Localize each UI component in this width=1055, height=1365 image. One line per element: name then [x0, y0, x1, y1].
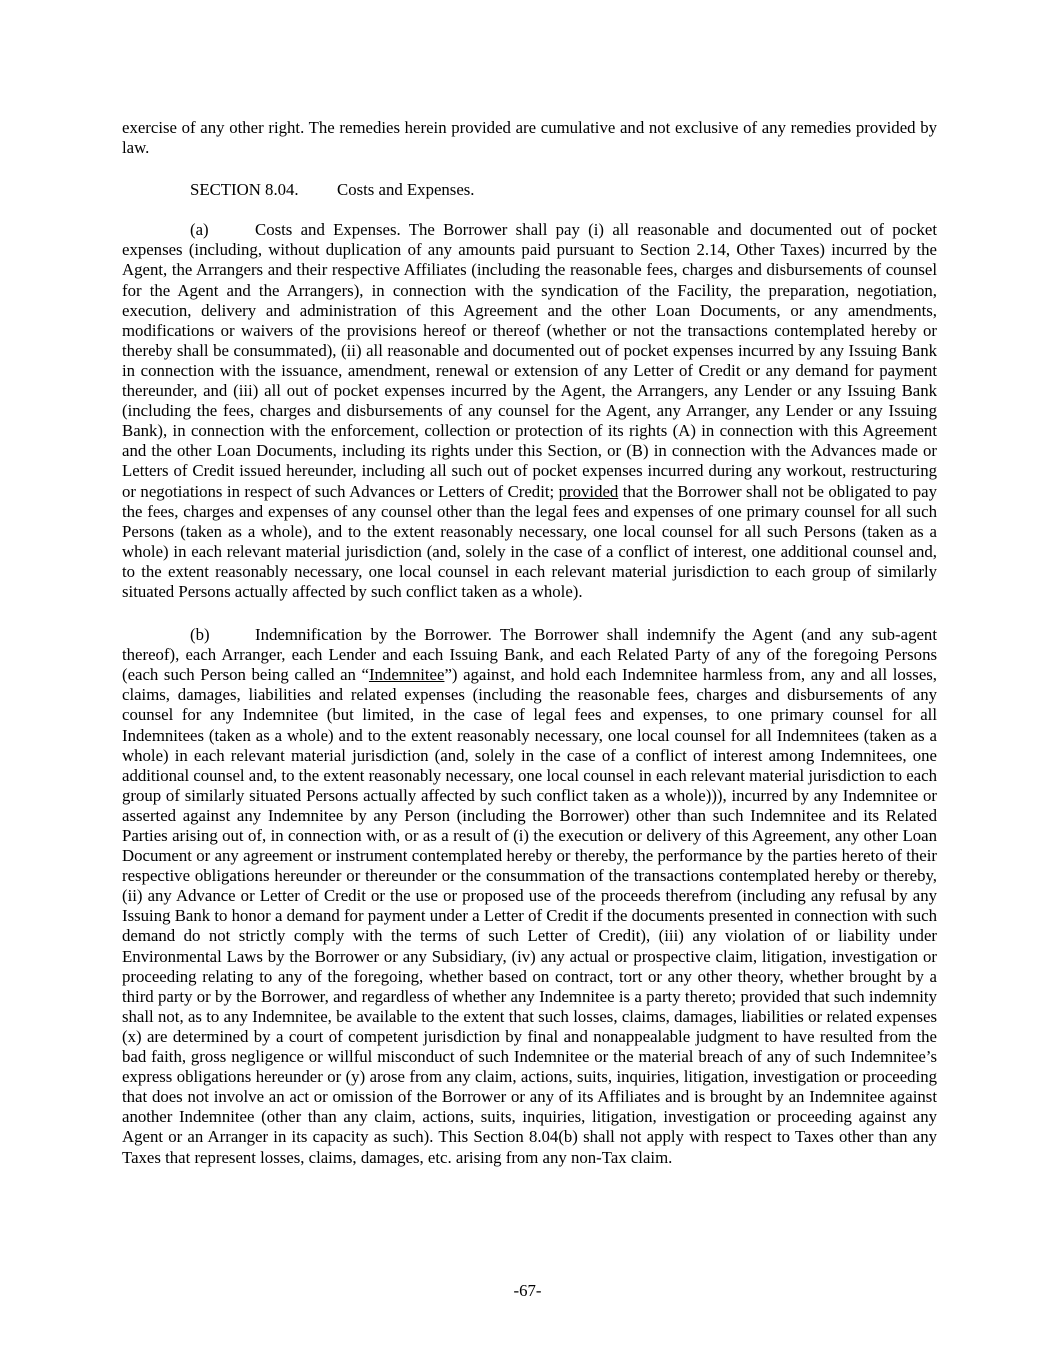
document-content: [122, 118, 937, 1168]
paragraph-b-label: (b): [190, 625, 210, 645]
paragraph-continuation: exercise of any other right. The remedies herein provided are cumulative and not exclusive of any remedies provided by law.: [122, 118, 937, 158]
paragraph-a-body: Costs and Expenses. The Borrower shall pay (i) all reasonable and documented out of pocket expenses (including, without duplication of any amounts paid pursuant to Section 2.14, Other Taxes) incurred by the Agent, the Arrangers and their respective Affiliates (including the reasonable fees, charges and disbursements of counsel for the Agent and the Arrangers), in connection with the syndication of the Facility, the preparation, negotiation, execution, delivery and administration of this Agreement and the other Loan Documents, or any amendments, modifications or waivers of the provisions hereof or thereof (whether or not the transactions contemplated hereby or thereby shall be consummated), (ii) all reasonable and documented out of pocket expenses incurred by any Issuing Bank in connection with the issuance, amendment, renewal or extension of any Letter of Credit or any demand for payment thereunder, and (iii) all out of pocket expenses incurred by the Agent, the Arrangers, any Lender or any Issuing Bank (including the fees, charges and disbursements of any counsel for the Agent, any Arranger, any Lender or any Issuing Bank), in connection with the enforcement, collection or protection of its rights (A) in connection with this Agreement and the other Loan Documents, including its rights under this Section, or (B) in connection with the Advances made or Letters of Credit issued hereunder, including all such out of pocket expenses incurred during any workout, restructuring or negotiations in respect of such Advances or Letters of Credit; provided that the Borrower shall not be obligated to pay the fees, charges and expenses of any counsel other than the legal fees and expenses of one primary counsel for all such Persons (taken as a whole), and to the extent reasonably necessary, one local counsel for all such Persons (taken as a whole) in each relevant material jurisdiction (and, solely in the case of a conflict of interest, one additional counsel and, to the extent reasonably necessary, one local counsel in each relevant material jurisdiction to each group of similarly situated Persons actually affected by such conflict taken as a whole).: [122, 220, 937, 601]
section-title: Costs and Expenses.: [337, 180, 475, 200]
paragraph-a: [122, 220, 937, 602]
page-number: -67-: [513, 1281, 542, 1300]
paragraph-b-body: Indemnification by the Borrower. The Borrower shall indemnify the Agent (and any sub-agent thereof), each Arranger, each Lender and each Issuing Bank, and each Related Party of any of the foregoing Persons (each such Person being called an “Indemnitee”) against, and hold each Indemnitee harmless from, any and all losses, claims, damages, liabilities and related expenses (including the reasonable fees, charges and disbursements of any counsel for any Indemnitee (but limited, in the case of legal fees and expenses, to one primary counsel for all Indemnitees (taken as a whole) and to the extent reasonably necessary, one local counsel for all Indemnitees (taken as a whole) in each relevant material jurisdiction (and, solely in the case of a conflict of interest among Indemnitees, one additional counsel and, to the extent reasonably necessary, one local counsel in each relevant material jurisdiction to each group of similarly situated Persons actually affected by such conflict taken as a whole))), incurred by any Indemnitee or asserted against any Indemnitee by any Person (including the Borrower) other than such Indemnitee and its Related Parties arising out of, in connection with, or as a result of (i) the execution or delivery of this Agreement, any other Loan Document or any agreement or instrument contemplated hereby or thereby, the performance by the parties hereto of their respective obligations hereunder or thereunder or the consummation of the transactions contemplated hereby or thereby, (ii) any Advance or Letter of Credit or the use or proposed use of the proceeds therefrom (including any refusal by any Issuing Bank to honor a demand for payment under a Letter of Credit if the documents presented in connection with such demand do not strictly comply with the terms of such Letter of Credit), (iii) any violation of or liability under Environmental Laws by the Borrower or any Subsidiary, (iv) any actual or prospective claim, litigation, investigation or proceeding relating to any of the foregoing, whether based on contract, tort or any other theory, whether brought by a third party or by the Borrower, and regardless of whether any Indemnitee is a party thereto; provided that such indemnity shall not, as to any Indemnitee, be available to the extent that such losses, claims, damages, liabilities or related expenses (x) are determined by a court of competent jurisdiction by final and nonappealable judgment to have resulted from the bad faith, gross negligence or willful misconduct of such Indemnitee or the material breach of any of such Indemnitee’s express obligations hereunder or (y) arose from any claim, actions, suits, inquiries, litigation, investigation or proceeding that does not involve an act or omission of the Borrower or any of its Affiliates and is brought by an Indemnitee against another Indemnitee (other than any claim, actions, suits, inquiries, litigation, investigation or proceeding against any Agent or an Arranger in its capacity as such). This Section 8.04(b) shall not apply with respect to Taxes other than any Taxes that represent losses, claims, damages, etc. arising from any non-Tax claim.: [122, 625, 937, 1167]
paragraph-a-label: (a): [190, 220, 209, 240]
paragraph-b: [122, 625, 937, 1168]
section-heading: [122, 180, 937, 200]
section-number: SECTION 8.04.: [190, 180, 299, 200]
